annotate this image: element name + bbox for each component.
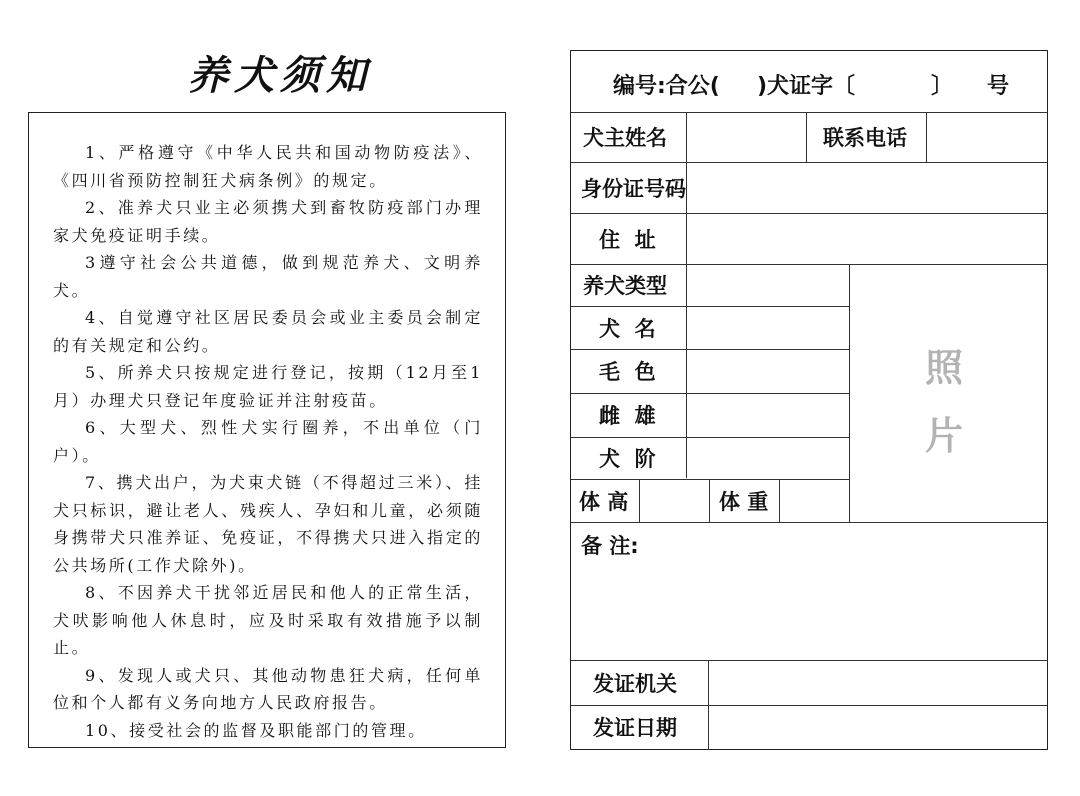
license-suffix: 号 xyxy=(987,74,1010,99)
photo-char-2: 片 xyxy=(925,414,964,458)
sex-label: 雌 雄 xyxy=(599,404,656,428)
license-number-header xyxy=(571,51,1047,112)
remarks-label: 备 注: xyxy=(581,534,639,558)
license-prefix: 编号:合公( xyxy=(613,74,720,99)
owner-name-label: 犬主姓名 xyxy=(583,126,667,150)
photo-char-1: 照 xyxy=(925,346,964,390)
col-divider xyxy=(708,660,709,749)
license-mid: )犬证字〔 xyxy=(757,74,856,99)
col-divider xyxy=(849,264,850,522)
rule-item: 10、接受社会的监督及职能部门的管理。 xyxy=(85,720,427,740)
rule-item: 3遵守社会公共道德，做到规范养犬、文明养犬。 xyxy=(53,253,483,300)
fur-color-label: 毛 色 xyxy=(599,360,656,384)
address-label: 住 址 xyxy=(599,227,656,252)
issue-date-label: 发证日期 xyxy=(593,716,677,740)
col-divider xyxy=(639,479,640,522)
col-divider xyxy=(779,479,780,522)
col-divider xyxy=(806,112,807,162)
rule-item: 2、准养犬只业主必须携犬到畜牧防疫部门办理家犬免疫证明手续。 xyxy=(53,198,483,245)
dog-name-label: 犬 名 xyxy=(599,316,656,341)
col-divider xyxy=(686,112,687,478)
rule-item: 9、发现人或犬只、其他动物患狂犬病，任何单位和个人都有义务向地方人民政府报告。 xyxy=(53,665,483,712)
col-divider xyxy=(709,479,710,522)
rule-item: 1、严格遵守《中华人民共和国动物防疫法》、《四川省预防控制狂犬病条例》的规定。 xyxy=(53,143,483,190)
rule-item: 7、携犬出户，为犬束犬链（不得超过三米）、挂犬只标识，避让老人、残疾人、孕妇和儿童，必须随身携带犬只准养证、免疫证，不得携犬只进入指定的公共场所(工作犬除外)。 xyxy=(53,473,483,575)
issuer-label: 发证机关 xyxy=(593,671,677,696)
row-divider xyxy=(571,522,1047,523)
id-number-label: 身份证号码 xyxy=(581,176,686,201)
rule-item: 6、大型犬、烈性犬实行圈养，不出单位（门户）。 xyxy=(53,418,483,465)
license-bracket-close: 〕 xyxy=(931,74,954,99)
weight-label: 体 重 xyxy=(719,489,769,514)
dog-license-card xyxy=(570,50,1048,750)
rules-title: 养犬须知 xyxy=(188,52,372,99)
age-label: 犬 阶 xyxy=(599,447,656,471)
dog-type-label: 养犬类型 xyxy=(583,274,667,298)
rule-item: 5、所养犬只按规定进行登记，按期（12月至1月）办理犬只登记年度验证并注射疫苗。 xyxy=(53,363,483,410)
col-divider xyxy=(926,112,927,162)
rule-item: 4、自觉遵守社区居民委员会或业主委员会制定的有关规定和公约。 xyxy=(53,308,483,355)
phone-label: 联系电话 xyxy=(823,126,907,150)
height-label: 体 高 xyxy=(579,489,629,514)
rules-box xyxy=(28,112,506,748)
rule-item: 8、不因养犬干扰邻近居民和他人的正常生活，犬吠影响他人休息时，应及时采取有效措施予以制止。 xyxy=(53,583,483,657)
